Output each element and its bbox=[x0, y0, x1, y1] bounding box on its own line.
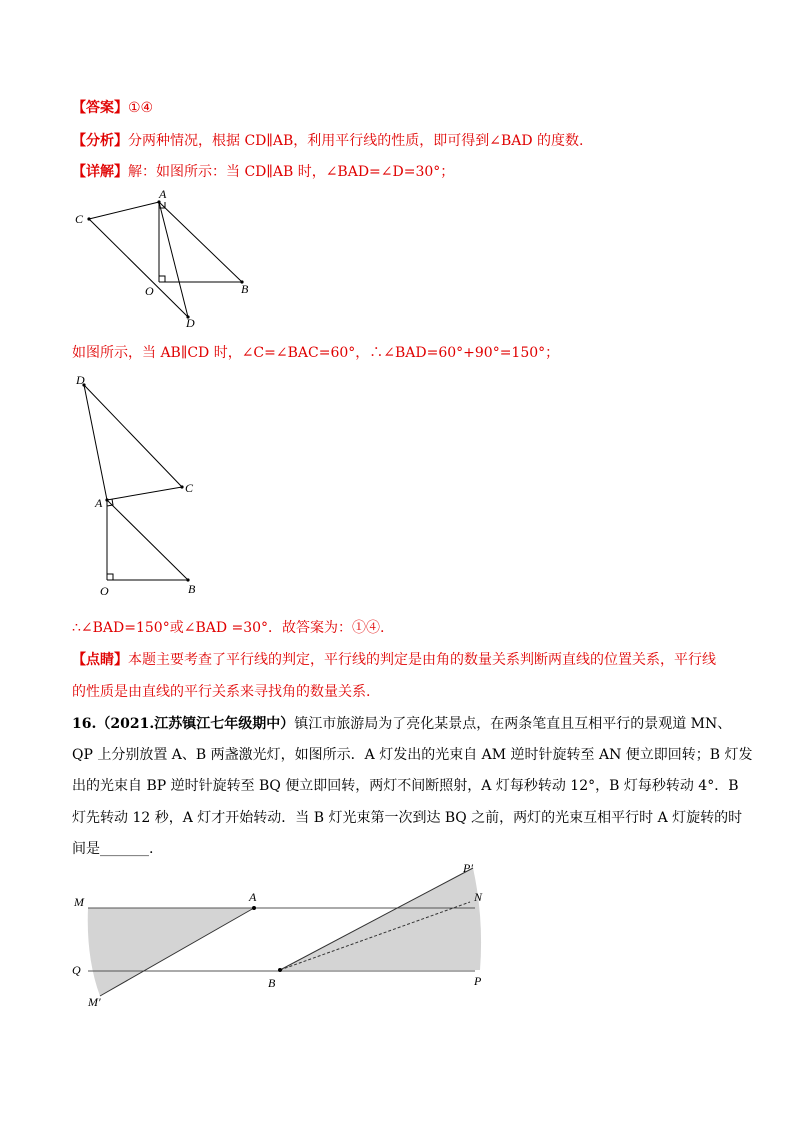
detail-line bbox=[72, 162, 454, 182]
label-o: O bbox=[100, 584, 109, 598]
label-b: B bbox=[188, 582, 196, 596]
q16-line-2: QP 上分别放置 A、B 两盏激光灯，如图所示．A 灯发出的光束自 AM 逆时针旋转至 AN 便立即回转；B 灯发 bbox=[72, 747, 753, 763]
answer-text: ①④ bbox=[128, 100, 154, 116]
label-a: A bbox=[159, 187, 167, 201]
answer-line bbox=[72, 98, 153, 118]
analysis-tag: 【分析】 bbox=[72, 133, 128, 149]
label-m: M bbox=[74, 895, 84, 909]
point-a bbox=[105, 498, 108, 501]
q16-line-1 bbox=[72, 714, 731, 734]
label-d: D bbox=[76, 373, 85, 387]
label-q: Q bbox=[72, 963, 81, 977]
q16-line-5: 间是_______. bbox=[72, 841, 154, 857]
figure-2 bbox=[70, 370, 210, 600]
label-a: A bbox=[249, 890, 257, 904]
figure-3 bbox=[70, 858, 500, 1018]
comment-text-1: 本题主要考查了平行线的判定，平行线的判定是由角的数量关系判断两直线的位置关系，平行线 bbox=[128, 652, 716, 668]
label-p-prime: P′ bbox=[463, 861, 473, 875]
detail-text: 解：如图所示：当 CD∥AB 时，∠BAD=∠D=30°； bbox=[128, 164, 455, 180]
comment-tag: 【点睛】 bbox=[72, 652, 128, 668]
analysis-text: 分两种情况，根据 CD∥AB，利用平行线的性质，即可得到∠BAD 的度数. bbox=[128, 133, 584, 149]
segment-da bbox=[84, 385, 107, 500]
segment-dc bbox=[84, 385, 182, 487]
label-o: O bbox=[145, 284, 154, 298]
q16-source: （2021.江苏镇江七年级期中） bbox=[96, 716, 295, 732]
point-c bbox=[180, 485, 183, 488]
comment-line-1 bbox=[72, 650, 716, 670]
point-a bbox=[252, 906, 256, 910]
q16-line-4: 灯先转动 12 秒，A 灯才开始转动．当 B 灯光束第一次到达 BQ 之前，两灯的光束互相平行时 A 灯旋转的时 bbox=[72, 810, 743, 826]
label-d: D bbox=[186, 316, 195, 330]
analysis-line bbox=[72, 131, 584, 151]
detail-tag: 【详解】 bbox=[72, 164, 128, 180]
sector-a bbox=[88, 908, 254, 996]
q16-text-1: 镇江市旅游局为了亮化某景点，在两条笔直且互相平行的景观道 MN、 bbox=[294, 716, 732, 732]
label-b: B bbox=[241, 282, 249, 296]
conclusion-line: ∴∠BAD=150°或∠BAD =30°．故答案为：①④. bbox=[72, 620, 385, 636]
label-n: N bbox=[474, 890, 483, 904]
point-b bbox=[278, 968, 282, 972]
segment-ad bbox=[159, 202, 188, 317]
point-c bbox=[87, 217, 90, 220]
label-c: C bbox=[185, 481, 194, 495]
answer-tag: 【答案】 bbox=[72, 100, 128, 116]
q16-number: 16. bbox=[72, 716, 97, 732]
label-a: A bbox=[95, 496, 103, 510]
right-angle-mark-o bbox=[107, 574, 113, 580]
q16-line-3: 出的光束自 BP 逆时针旋转至 BQ 便立即回转，两灯不间断照射，A 灯每秒转动 12°，B 灯每秒转动 4°．B bbox=[72, 778, 739, 794]
segment-cd bbox=[89, 219, 188, 317]
label-b: B bbox=[268, 976, 276, 990]
figure-1 bbox=[70, 185, 270, 330]
segment-ab bbox=[107, 500, 188, 580]
segment-ca bbox=[89, 202, 159, 219]
comment-line-2: 的性质是由直线的平行关系来寻找角的数量关系. bbox=[72, 684, 371, 700]
label-p: P bbox=[474, 974, 482, 988]
right-angle-mark-o bbox=[159, 276, 165, 282]
label-m-prime: M′ bbox=[88, 995, 101, 1009]
case2-line: 如图所示，当 AB∥CD 时，∠C=∠BAC=60°，∴∠BAD=60°+90°=150°； bbox=[72, 345, 560, 361]
segment-ab bbox=[159, 202, 242, 282]
label-c: C bbox=[75, 212, 84, 226]
segment-ac bbox=[107, 487, 182, 500]
sector-b bbox=[280, 868, 481, 970]
